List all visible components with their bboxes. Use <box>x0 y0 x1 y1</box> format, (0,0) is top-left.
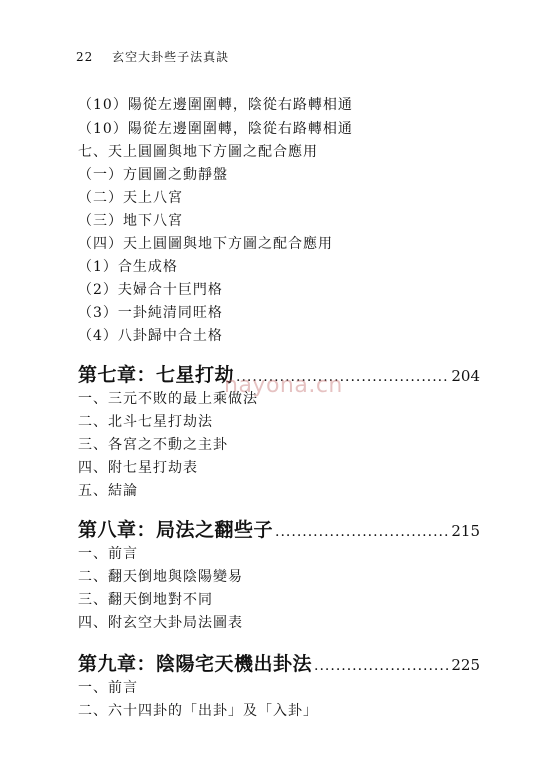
dot-leader <box>275 524 449 540</box>
toc-entry: 二、翻天倒地與陰陽變易 <box>78 569 243 585</box>
chapter-page: 215 <box>451 522 480 540</box>
toc-entry: 三、各宮之不動之主卦 <box>78 437 228 453</box>
dot-leader <box>314 658 449 674</box>
toc-entry: （4）八卦歸中合土格 <box>78 328 223 344</box>
page-number: 22 <box>76 50 94 64</box>
toc-entry: （二）天上八宮 <box>78 190 183 206</box>
running-header <box>76 48 229 65</box>
chapter-heading[interactable] <box>78 515 480 542</box>
toc-entry: 七、天上圓圖與地下方圖之配合應用 <box>78 144 318 160</box>
toc-entry: 一、三元不敗的最上乘做法 <box>78 391 258 407</box>
toc-entry: （四）天上圓圖與地下方圖之配合應用 <box>78 236 333 252</box>
watermark: nayona.cn <box>224 373 343 398</box>
toc-entry: 一、前言 <box>78 680 138 696</box>
chapter-title: 第七章：七星打劫 <box>78 364 235 386</box>
toc-entry: （2）夫婦合十巨門格 <box>78 282 223 298</box>
toc-entry: 二、北斗七星打劫法 <box>78 414 213 430</box>
toc-entry: （3）一卦純清同旺格 <box>78 305 223 321</box>
chapter-page: 225 <box>451 656 480 674</box>
toc-entry: 四、附玄空大卦局法圖表 <box>78 615 243 631</box>
toc-entry: （一）方圓圖之動靜盤 <box>78 167 228 183</box>
toc-entry: （1）合生成格 <box>78 259 178 275</box>
toc-entry: 四、附七星打劫表 <box>78 460 198 476</box>
toc-entry: （三）地下八宮 <box>78 213 183 229</box>
toc-entry: 三、翻天倒地對不同 <box>78 592 213 608</box>
chapter-title: 第八章：局法之翻些子 <box>78 519 274 541</box>
toc-entry: （10）陽從左邊圍圍轉，陰從右路轉相通 <box>78 97 353 113</box>
book-title: 玄空大卦些子法真訣 <box>112 50 230 64</box>
chapter-heading[interactable] <box>78 649 480 676</box>
toc-entry: 一、前言 <box>78 546 138 562</box>
toc-entry: 二、六十四卦的「出卦」及「入卦」 <box>78 703 318 719</box>
toc-entry: 五、結論 <box>78 483 138 499</box>
chapter-title: 第九章：陰陽宅天機出卦法 <box>78 653 313 675</box>
toc-entry: （10）陽從左邊圍圍轉，陰從右路轉相通 <box>78 121 353 137</box>
chapter-page: 204 <box>451 367 480 385</box>
